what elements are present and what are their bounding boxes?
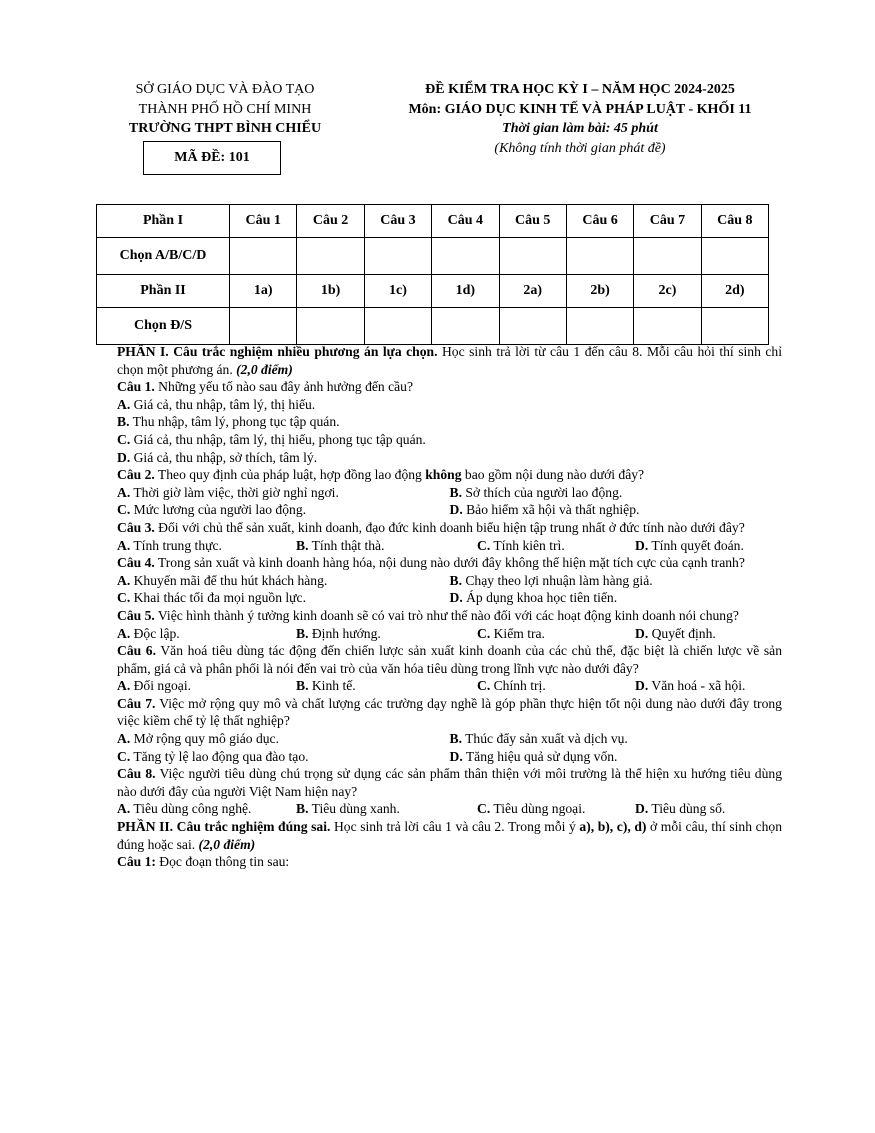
question-4 <box>117 554 782 572</box>
option-text: Tính trung thực. <box>130 537 222 553</box>
question-emphasis: không <box>425 467 462 483</box>
question-1 <box>117 378 782 396</box>
option-key: B. <box>449 572 462 588</box>
school-header <box>100 80 350 139</box>
option-text: Khai thác tối đa mọi nguồn lực. <box>130 590 306 606</box>
answer-cell[interactable] <box>230 238 297 275</box>
question-text: Việc người tiêu dùng chú trọng sử dụng các sản phẩm thân thiện với môi trường là thể hiện xu hướng tiêu dùng nào dưới đây của người Việt Nam hiện nay? <box>117 766 782 799</box>
option-text: Tiêu dùng ngoại. <box>490 801 586 817</box>
question-3 <box>117 519 782 537</box>
option-text: Giá cả, thu nhập, tâm lý, thị hiếu. <box>130 396 316 412</box>
option-c[interactable] <box>477 625 635 643</box>
option-text: Tính thật thà. <box>308 537 385 553</box>
question-number: Câu 6. <box>117 643 156 659</box>
option-b[interactable] <box>450 572 783 590</box>
options-row <box>117 484 782 502</box>
option-a[interactable] <box>117 730 450 748</box>
part1-col-4: Câu 4 <box>432 205 499 238</box>
part2-col-6: 2b) <box>566 275 633 308</box>
option-key: A. <box>117 731 131 747</box>
options-row <box>117 800 782 818</box>
question-text: Theo quy định của pháp luật, hợp đồng lao động <box>154 467 426 483</box>
part2-answer-row <box>97 308 769 345</box>
part1-col-7: Câu 7 <box>634 205 701 238</box>
option-text: Kiểm tra. <box>490 625 545 641</box>
option-key: A. <box>117 396 131 412</box>
option-text: Mức lương của người lao động. <box>130 502 307 518</box>
option-d[interactable] <box>117 449 782 467</box>
exam-duration-note: (Không tính thời gian phát đề) <box>494 140 666 156</box>
part1-header-row <box>97 205 769 238</box>
question-2 <box>117 466 782 484</box>
answer-cell[interactable] <box>499 308 566 345</box>
option-b[interactable] <box>296 800 477 818</box>
part1-instruction: Học sinh trả lời từ câu 1 đến câu 8. Mỗi câu hỏi thí sinh chỉ chọn một phương án. <box>117 344 782 377</box>
part2-col-5: 2a) <box>499 275 566 308</box>
part2-instruction: ở mỗi câu, thí sinh chọn đúng hoặc sai. <box>117 819 782 852</box>
department-name: SỞ GIÁO DỤC VÀ ĐÀO TẠO <box>135 82 315 97</box>
option-b[interactable] <box>450 730 783 748</box>
question-5 <box>117 607 782 625</box>
part2-heading: PHẦN II. Câu trắc nghiệm đúng sai. <box>117 819 331 835</box>
part2-col-7: 2c) <box>634 275 701 308</box>
option-c[interactable] <box>117 748 450 766</box>
option-d[interactable] <box>635 677 782 695</box>
option-key: C. <box>117 748 131 764</box>
exam-header <box>375 80 785 158</box>
option-text: Tăng hiệu quả sử dụng vốn. <box>462 748 618 764</box>
question-text: Đọc đoạn thông tin sau: <box>155 854 290 870</box>
part1-label: Phần I <box>97 205 230 238</box>
exam-code-box: MÃ ĐỀ: 101 <box>143 141 281 175</box>
part1-col-2: Câu 2 <box>297 205 364 238</box>
part2-instruction: Học sinh trả lời câu 1 và câu 2. Trong mỗi ý <box>330 819 580 835</box>
options-row <box>117 677 782 695</box>
option-a[interactable] <box>117 537 296 555</box>
answer-cell[interactable] <box>701 238 768 275</box>
option-d[interactable] <box>450 589 783 607</box>
question-number: Câu 5. <box>117 607 155 623</box>
option-key: D. <box>449 748 463 764</box>
option-text: Quyết định. <box>648 625 716 641</box>
option-text: Sở thích của người lao động. <box>461 484 623 500</box>
option-text: Tiêu dùng số. <box>648 801 726 817</box>
part1-heading: PHẦN I. Câu trắc nghiệm nhiều phương án lựa chọn. <box>117 344 438 359</box>
part2-col-4: 1d) <box>432 275 499 308</box>
option-b[interactable] <box>450 484 783 502</box>
question-text: Trong sản xuất và kinh doanh hàng hóa, nội dung nào dưới đây không thể hiện mặt tích cực của cạnh tranh? <box>154 555 745 571</box>
question-text: Việc mở rộng quy mô và chất lượng các trường dạy nghề là góp phần thực hiện tốt nội dung nào dưới đây trong việc kiềm chế tỷ lệ thất nghiệp? <box>117 695 782 729</box>
answer-cell[interactable] <box>432 238 499 275</box>
option-text: Thúc đẩy sản xuất và dịch vụ. <box>461 731 628 747</box>
answer-cell[interactable] <box>364 238 431 275</box>
question-number: Câu 8. <box>117 766 156 782</box>
option-b[interactable] <box>296 677 477 695</box>
option-text: Khuyến mãi để thu hút khách hàng. <box>130 572 328 588</box>
option-key: D. <box>635 678 649 694</box>
option-key: D. <box>117 449 131 465</box>
option-key: C. <box>117 502 131 518</box>
option-text: Thu nhập, tâm lý, phong tục tập quán. <box>129 414 340 430</box>
question-text: Những yếu tố nào sau đây ảnh hưởng đến cầu? <box>154 379 414 395</box>
answer-sheet-table <box>96 204 769 345</box>
question-text: Đối với chủ thể sản xuất, kinh doanh, đạo đức kinh doanh biểu hiện tập trung nhất ở đức tính nào dưới đây? <box>154 519 745 535</box>
option-c[interactable] <box>477 800 635 818</box>
option-text: Tính quyết đoán. <box>648 537 744 553</box>
option-c[interactable] <box>477 677 635 695</box>
option-text: Tiêu dùng xanh. <box>308 801 400 817</box>
answer-cell[interactable] <box>432 308 499 345</box>
answer-cell[interactable] <box>634 238 701 275</box>
answer-cell[interactable] <box>297 238 364 275</box>
option-key: A. <box>117 572 131 588</box>
question-number: Câu 4. <box>117 555 155 571</box>
part2-col-3: 1c) <box>364 275 431 308</box>
option-key: B. <box>449 484 462 500</box>
option-text: Chạy theo lợi nhuận làm hàng giả. <box>461 572 653 588</box>
option-key: D. <box>635 537 649 553</box>
option-text: Giá cả, thu nhập, sở thích, tâm lý. <box>130 449 318 465</box>
answer-cell[interactable] <box>230 308 297 345</box>
option-key: A. <box>117 537 131 553</box>
option-key: D. <box>449 590 463 606</box>
option-b[interactable] <box>296 537 477 555</box>
question-number: Câu 1: <box>117 854 156 870</box>
options-row <box>117 730 782 748</box>
option-a[interactable] <box>117 800 296 818</box>
part2-col-2: 1b) <box>297 275 364 308</box>
option-text: Độc lập. <box>130 625 180 641</box>
answer-cell[interactable] <box>566 308 633 345</box>
option-key: C. <box>477 801 491 817</box>
option-b[interactable] <box>117 413 782 431</box>
question-text: bao gồm nội dung nào dưới đây? <box>461 467 645 483</box>
part2-intro <box>117 818 782 853</box>
option-b[interactable] <box>296 625 477 643</box>
option-key: A. <box>117 801 131 817</box>
option-d[interactable] <box>450 748 783 766</box>
part2-col-8: 2d) <box>701 275 768 308</box>
question-number: Câu 3. <box>117 519 155 535</box>
exam-subject: Môn: GIÁO DỤC KINH TẾ VÀ PHÁP LUẬT - KHỐI 11 <box>408 101 752 117</box>
option-key: C. <box>477 537 491 553</box>
option-text: Tăng tỷ lệ lao động qua đào tạo. <box>130 748 309 764</box>
option-text: Văn hoá - xã hội. <box>648 678 746 694</box>
option-key: B. <box>449 731 462 747</box>
part2-instruction-emphasis: a), b), c), d) <box>579 819 647 835</box>
option-key: C. <box>117 590 131 606</box>
option-d[interactable] <box>450 501 783 519</box>
options-row <box>117 537 782 555</box>
part1-col-8: Câu 8 <box>701 205 768 238</box>
part1-intro <box>117 343 782 378</box>
option-text: Bảo hiểm xã hội và thất nghiệp. <box>462 502 640 518</box>
option-text: Mở rộng quy mô giáo dục. <box>130 731 279 747</box>
option-a[interactable] <box>117 572 450 590</box>
option-key: B. <box>296 625 309 641</box>
option-key: C. <box>117 431 131 447</box>
part1-row-label: Chọn A/B/C/D <box>97 238 230 275</box>
option-text: Đối ngoại. <box>130 678 192 694</box>
part2-question-1 <box>117 853 782 871</box>
option-c[interactable] <box>117 431 782 449</box>
part2-header-row <box>97 275 769 308</box>
option-key: D. <box>635 625 649 641</box>
question-number: Câu 7. <box>117 695 156 711</box>
option-a[interactable] <box>117 625 296 643</box>
option-key: A. <box>117 484 131 500</box>
option-key: B. <box>296 678 309 694</box>
option-text: Thời giờ làm việc, thời giờ nghỉ ngơi. <box>130 484 339 500</box>
answer-cell[interactable] <box>499 238 566 275</box>
option-key: C. <box>477 678 491 694</box>
option-a[interactable] <box>117 484 450 502</box>
city-name: THÀNH PHỐ HỒ CHÍ MINH <box>138 101 312 117</box>
question-text: Văn hoá tiêu dùng tác động đến chiến lược sản xuất kinh doanh của các chủ thể, đặc biệt là chiến lược về sản phẩm, giá cả và phân phối là nói đến vai trò của văn hóa tiêu dùng trong lĩnh vực nào dưới đây? <box>117 643 782 676</box>
part1-answer-row <box>97 238 769 275</box>
option-d[interactable] <box>635 800 782 818</box>
option-key: A. <box>117 625 131 641</box>
part2-points: (2,0 điểm) <box>198 836 256 852</box>
option-text: Giá cả, thu nhập, tâm lý, thị hiếu, phong tục tập quán. <box>130 431 426 447</box>
question-7 <box>117 695 782 730</box>
option-key: B. <box>117 414 130 430</box>
options-row <box>117 589 782 607</box>
options-row <box>117 625 782 643</box>
part2-label: Phần II <box>97 275 230 308</box>
option-c[interactable] <box>117 589 450 607</box>
options-row <box>117 572 782 590</box>
option-d[interactable] <box>635 537 782 555</box>
option-text: Kinh tế. <box>308 678 356 694</box>
answer-cell[interactable] <box>364 308 431 345</box>
option-key: B. <box>296 537 309 553</box>
answer-cell[interactable] <box>634 308 701 345</box>
answer-cell[interactable] <box>701 308 768 345</box>
option-a[interactable] <box>117 396 782 414</box>
option-text: Áp dụng khoa học tiên tiến. <box>462 590 618 606</box>
question-8 <box>117 765 782 800</box>
option-key: A. <box>117 678 131 694</box>
option-key: C. <box>477 625 491 641</box>
exam-content <box>117 343 782 871</box>
option-text: Tính kiên trì. <box>490 537 565 553</box>
part1-points: (2,0 điểm) <box>236 361 293 377</box>
exam-duration: Thời gian làm bài: 45 phút <box>502 121 658 136</box>
part2-col-1: 1a) <box>230 275 297 308</box>
school-name: TRƯỜNG THPT BÌNH CHIỂU <box>128 121 322 136</box>
option-c[interactable] <box>117 501 450 519</box>
option-text: Chính trị. <box>490 678 546 694</box>
part1-col-6: Câu 6 <box>566 205 633 238</box>
exam-title: ĐỀ KIỂM TRA HỌC KỲ I – NĂM HỌC 2024-2025 <box>425 82 735 97</box>
option-d[interactable] <box>635 625 782 643</box>
question-number: Câu 2. <box>117 467 155 483</box>
option-key: D. <box>449 502 463 518</box>
part2-row-label: Chọn Đ/S <box>97 308 230 345</box>
option-text: Định hướng. <box>308 625 381 641</box>
question-6 <box>117 642 782 677</box>
part1-col-3: Câu 3 <box>364 205 431 238</box>
part1-col-1: Câu 1 <box>230 205 297 238</box>
answer-cell[interactable] <box>297 308 364 345</box>
option-key: D. <box>635 801 649 817</box>
answer-cell[interactable] <box>566 238 633 275</box>
question-text: Việc hình thành ý tưởng kinh doanh sẽ có vai trò như thế nào đối với các hoạt động kinh doanh nói chung? <box>154 607 739 623</box>
options-row <box>117 748 782 766</box>
options-row <box>117 501 782 519</box>
option-key: B. <box>296 801 309 817</box>
option-a[interactable] <box>117 677 296 695</box>
part1-col-5: Câu 5 <box>499 205 566 238</box>
question-number: Câu 1. <box>117 379 155 395</box>
option-c[interactable] <box>477 537 635 555</box>
option-text: Tiêu dùng công nghệ. <box>130 801 252 817</box>
